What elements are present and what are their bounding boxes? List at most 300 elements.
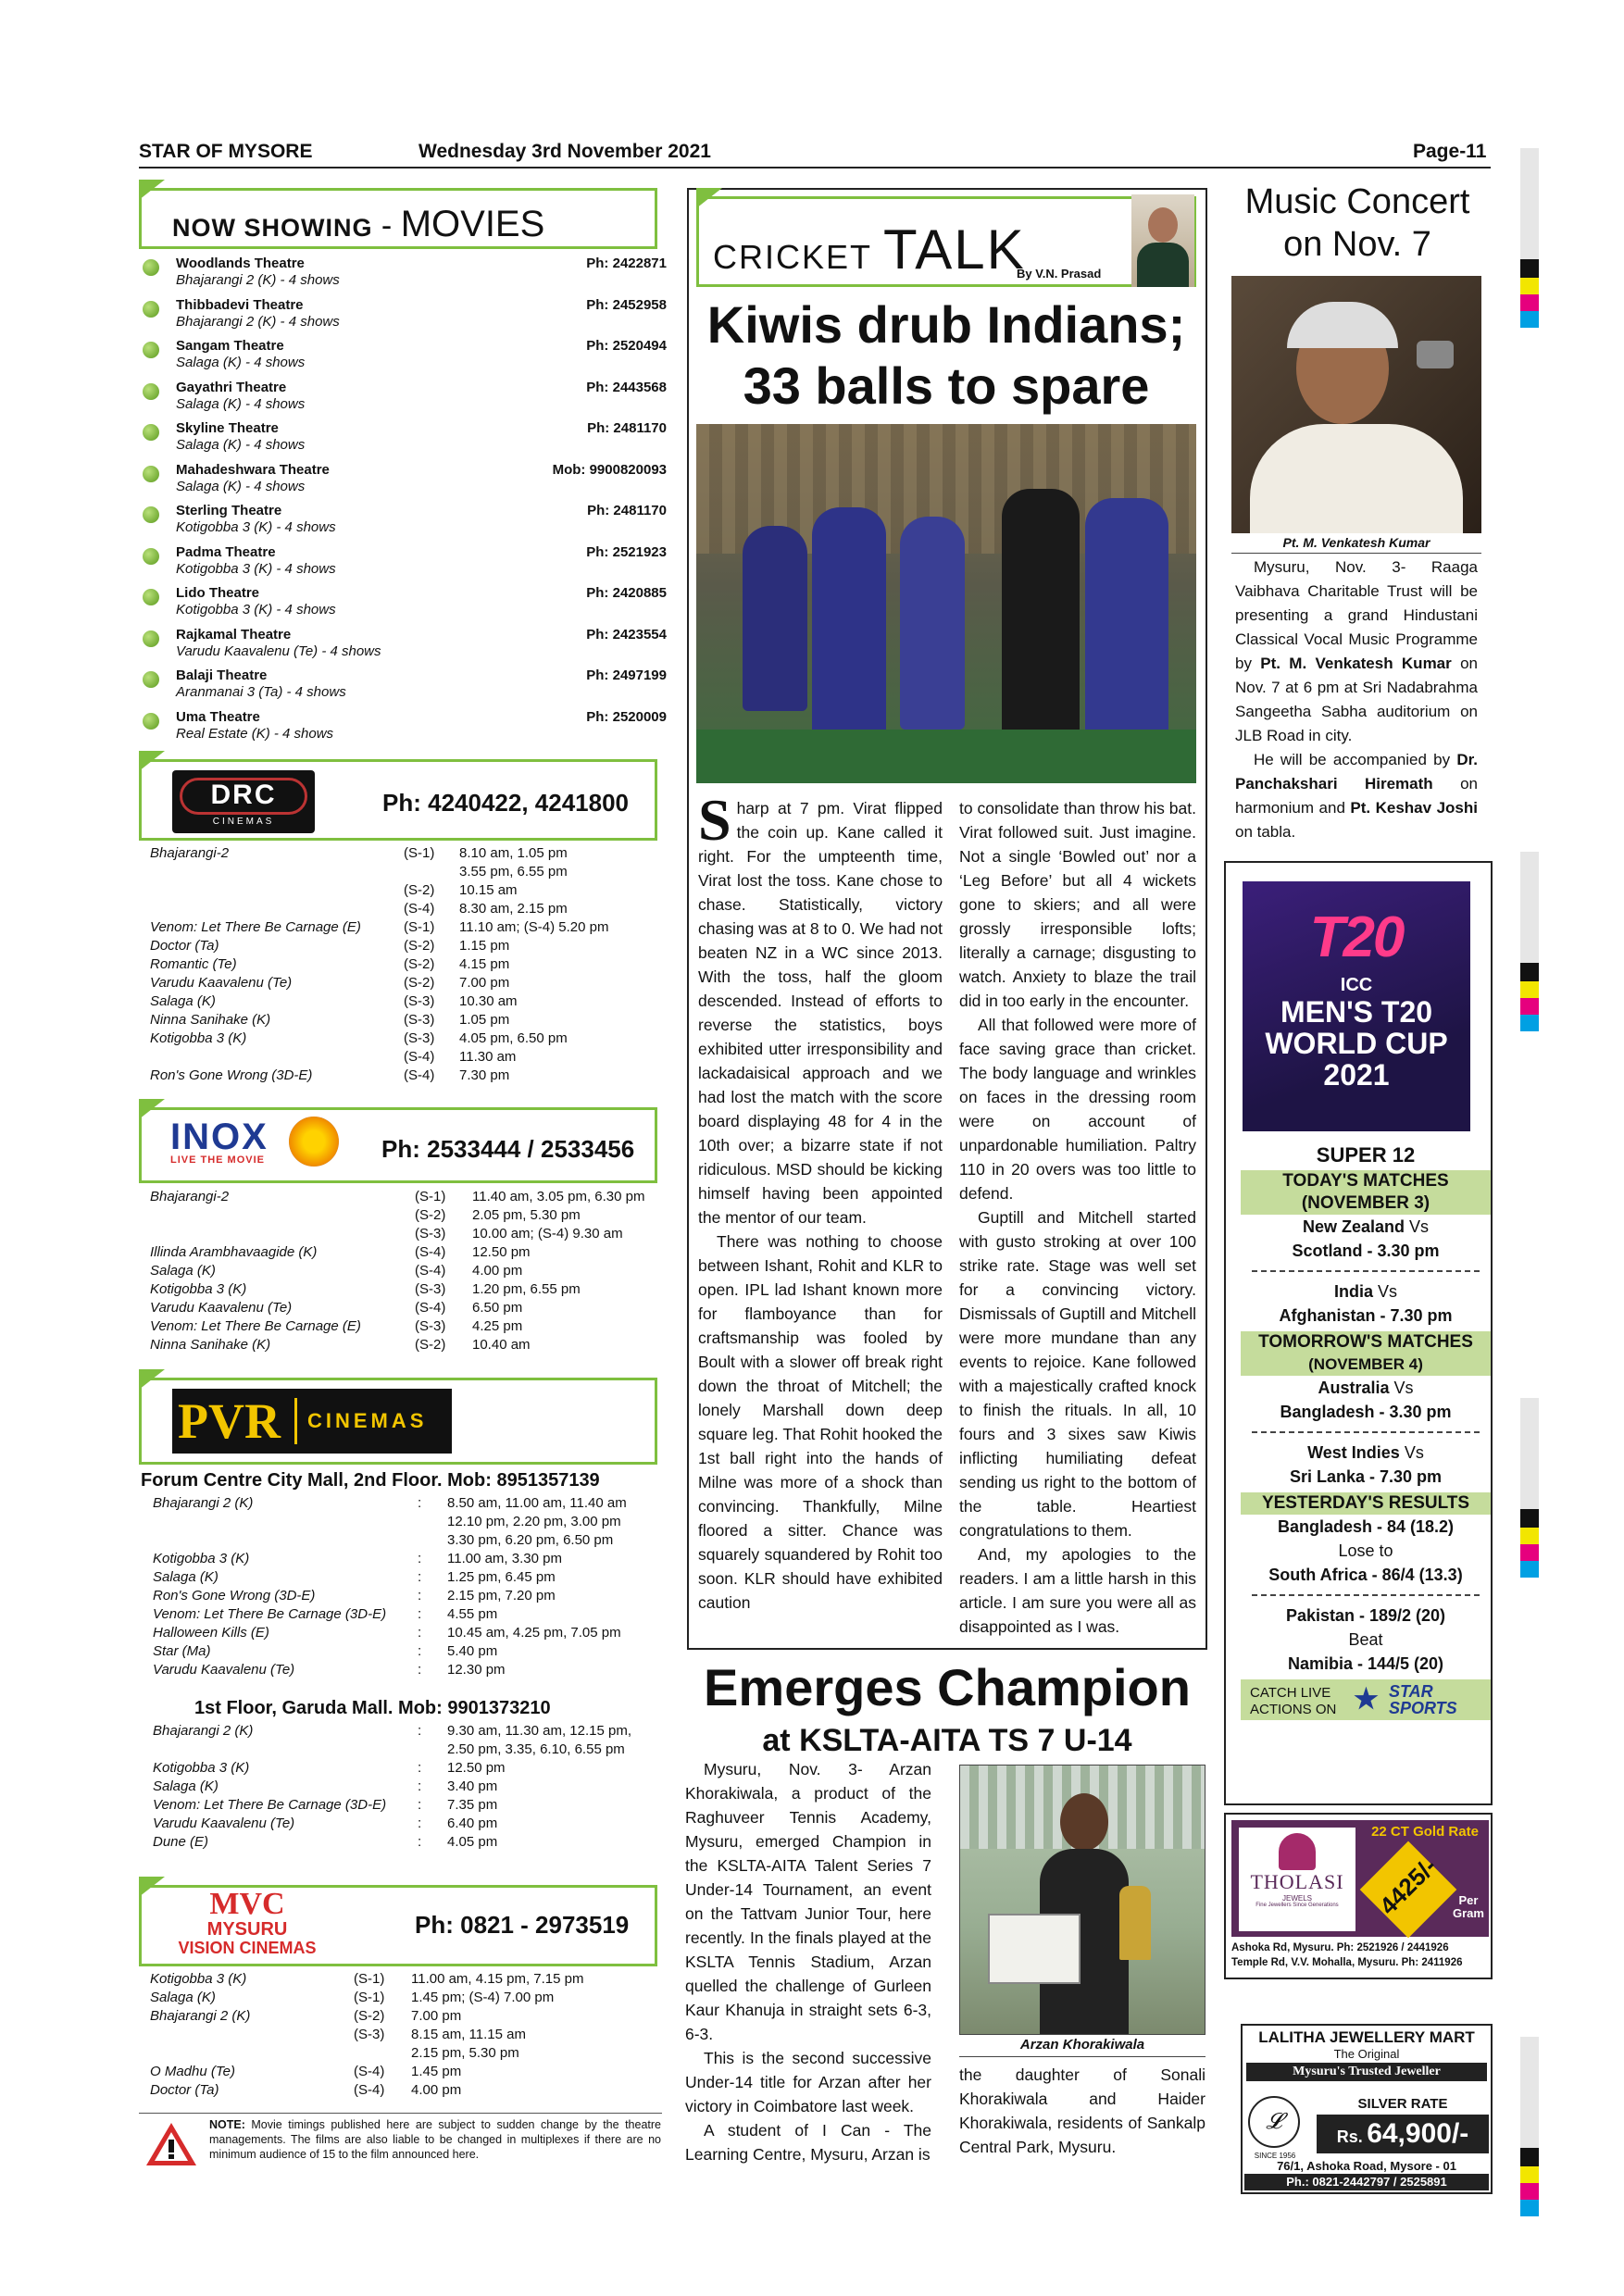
paper-name: STAR OF MYSORE <box>139 141 313 162</box>
schedule-row <box>153 1815 657 1833</box>
lalitha-emblem-icon: 𝓛 <box>1248 2096 1300 2148</box>
schedule-row <box>153 1778 657 1796</box>
film-title: Kotigobba 3 (K) <box>150 1971 247 1987</box>
schedule-row <box>150 1188 657 1206</box>
section-flag <box>139 180 165 200</box>
show-times: 9.30 am, 11.30 am, 12.15 pm, <box>447 1723 632 1739</box>
film-title: Ron's Gone Wrong (3D-E) <box>153 1588 316 1603</box>
film-title: Halloween Kills (E) <box>153 1625 269 1641</box>
theatre-row <box>139 420 667 457</box>
bullet-icon <box>143 713 159 730</box>
schedule-row <box>150 863 657 881</box>
schedule-row <box>150 1299 657 1317</box>
schedule-row <box>153 1531 657 1550</box>
divider <box>1252 1431 1480 1433</box>
drop-cap: S <box>698 787 731 853</box>
screen-label: : <box>418 1816 422 1831</box>
theatre-phone: Ph: 2481170 <box>587 503 667 518</box>
t20-logo: T20 ICC MEN'S T20 WORLD CUP 2021 <box>1243 881 1470 1131</box>
team-b: Bangladesh - 3.30 pm <box>1280 1403 1452 1421</box>
theatre-name: Sangam Theatre <box>176 338 284 354</box>
mvc-logo: MVC MYSURU VISION CINEMAS <box>178 1887 317 1957</box>
result-team-a: Bangladesh - 84 (18.2) <box>1277 1517 1455 1536</box>
match-item <box>1241 1441 1491 1489</box>
schedule-row <box>153 1722 657 1741</box>
theatre-show: Real Estate (K) - 4 shows <box>176 725 334 742</box>
film-title: Varudu Kaavalenu (Te) <box>150 975 293 991</box>
pvr-forum-heading: Forum Centre City Mall, 2nd Floor. Mob: 8951357139 <box>141 1470 600 1491</box>
tennis-caption: Arzan Khorakiwala <box>959 2037 1206 2057</box>
film-title: Dune (E) <box>153 1834 209 1850</box>
team-b: Sri Lanka - 7.30 pm <box>1289 1467 1443 1486</box>
team-b: Scotland - 3.30 pm <box>1292 1242 1440 1260</box>
note-box <box>139 2113 662 2168</box>
theatre-phone: Ph: 2443568 <box>586 379 667 395</box>
result-verb: Lose to <box>1338 1541 1393 1560</box>
cricket-byline: By V.N. Prasad <box>1017 267 1102 281</box>
tholasi-ad: THOLASI JEWELS Fine Jewellers Since Generations 22 CT Gold Rate 4425/- Per Gram Ashoka Rd, Mysuru. Ph: 2521926 / 2441926 Temple Rd, V.V. Mohalla, Mysuru. Ph: 2411926 <box>1224 1813 1493 1979</box>
screen-label: (S-4) <box>415 1263 446 1279</box>
concert-headline: Music Concert on Nov. 7 <box>1244 182 1470 264</box>
show-times: 10.15 am <box>459 882 518 898</box>
screen-label: : <box>418 1495 422 1511</box>
theatre-phone: Ph: 2422871 <box>586 256 667 271</box>
film-title: Kotigobba 3 (K) <box>153 1760 250 1776</box>
bullet-icon <box>143 383 159 400</box>
schedule-row <box>150 881 657 900</box>
film-title: O Madhu (Te) <box>150 2064 235 2079</box>
screen-label: (S-3) <box>404 1030 435 1046</box>
theatre-show: Bhajarangi 2 (K) - 4 shows <box>176 313 340 330</box>
film-title: Illinda Arambhavaagide (K) <box>150 1244 318 1260</box>
cricket-photo <box>696 424 1196 783</box>
screen-label: (S-1) <box>354 1990 385 2005</box>
show-times: 10.00 am; (S-4) 9.30 am <box>472 1226 623 1242</box>
screen-label: (S-4) <box>415 1300 446 1316</box>
section-flag <box>696 188 722 208</box>
screen-label: : <box>418 1834 422 1850</box>
theatre-phone: Ph: 2420885 <box>586 585 667 601</box>
screen-label: : <box>418 1588 422 1603</box>
schedule-row <box>153 1833 657 1852</box>
screen-label: (S-4) <box>404 1067 435 1083</box>
film-title: Kotigobba 3 (K) <box>150 1030 247 1046</box>
film-title: Varudu Kaavalenu (Te) <box>153 1662 295 1678</box>
schedule-row <box>150 2044 657 2063</box>
screen-label: : <box>418 1569 422 1585</box>
bullet-icon <box>143 589 159 605</box>
film-title: Salaga (K) <box>150 993 216 1009</box>
theatre-name: Sterling Theatre <box>176 503 282 518</box>
film-title: Ninna Sanihake (K) <box>150 1337 271 1353</box>
theatre-name: Padma Theatre <box>176 543 276 560</box>
theatre-show: Salaga (K) - 4 shows <box>176 355 306 370</box>
theatre-row <box>139 256 667 293</box>
theatre-show: Aranmanai 3 (Ta) - 4 shows <box>176 684 346 700</box>
result-item <box>1241 1515 1491 1587</box>
theatre-show: Salaga (K) - 4 shows <box>176 478 306 494</box>
film-title: Bhajarangi 2 (K) <box>150 2008 251 2024</box>
star-icon: ★ <box>1354 1684 1379 1715</box>
schedule-row <box>150 2026 657 2044</box>
film-title: Bhajarangi-2 <box>150 845 230 861</box>
show-times: 1.15 pm <box>459 938 510 954</box>
screen-label: (S-2) <box>404 882 435 898</box>
theatre-row <box>139 297 667 334</box>
film-title: Venom: Let There Be Carnage (3D-E) <box>153 1797 387 1813</box>
film-title: Salaga (K) <box>150 1990 216 2005</box>
match-item <box>1241 1279 1491 1328</box>
film-title: Doctor (Ta) <box>150 938 219 954</box>
inox-sun-icon <box>289 1117 339 1167</box>
show-times: 1.45 pm; (S-4) 7.00 pm <box>411 1990 555 2005</box>
section-flag <box>139 1099 165 1119</box>
section-flag <box>139 751 165 771</box>
theatre-show: Varudu Kaavalenu (Te) - 4 shows <box>176 643 381 659</box>
screen-label: : <box>418 1760 422 1776</box>
film-title: Venom: Let There Be Carnage (E) <box>150 1318 361 1334</box>
screen-label: (S-1) <box>354 1971 385 1987</box>
warning-icon <box>144 2121 198 2167</box>
show-times: 4.05 pm <box>447 1834 498 1850</box>
schedule-row <box>153 1587 657 1605</box>
theatre-row <box>139 338 667 375</box>
tholasi-address: Ashoka Rd, Mysuru. Ph: 2521926 / 2441926 Temple Rd, V.V. Mohalla, Mysuru. Ph: 2411926 <box>1231 1942 1463 1968</box>
star-sports-strip: CATCH LIVE ACTIONS ON ★ STAR SPORTS <box>1241 1679 1491 1720</box>
pvr-forum-schedule <box>153 1494 657 1679</box>
show-times: 7.00 pm <box>411 2008 462 2024</box>
theatre-row <box>139 709 667 746</box>
tholasi-logo: THOLASI JEWELS Fine Jewellers Since Generations <box>1239 1828 1355 1931</box>
result-item <box>1241 1603 1491 1676</box>
theatre-name: Rajkamal Theatre <box>176 626 292 643</box>
bullet-icon <box>143 342 159 358</box>
divider <box>1252 1270 1480 1272</box>
tennis-col-1: Mysuru, Nov. 3- Arzan Khorakiwala, a product of the Raghuveer Tennis Academy, Mysuru, emerged Champion in the KSLTA-AITA Talent Series 7 Under-14 Tournament, an event on the Tattvam Junior Tour, here recently. In the finals played at the KSLTA Tennis Stadium, Arzan quelled the challenge of Gurleen Kaur Khanuja in straight sets 6-3, 6-3. This is the second successive Under-14 title for Arzan after her victory in Coimbatore last week. A student of I Can - The Learning Centre, Mysuru, Arzan is <box>685 1760 931 2164</box>
show-times: 11.30 am <box>459 1049 517 1065</box>
film-title: Bhajarangi 2 (K) <box>153 1495 254 1511</box>
schedule-row <box>153 1741 657 1759</box>
film-title: Kotigobba 3 (K) <box>153 1551 250 1566</box>
cricket-kicker: CRICKET TALK <box>713 218 1026 281</box>
schedule-row <box>150 844 657 863</box>
show-times: 3.30 pm, 6.20 pm, 6.50 pm <box>447 1532 614 1548</box>
result-team-b: Namibia - 144/5 (20) <box>1287 1654 1444 1673</box>
theatre-show: Kotigobba 3 (K) - 4 shows <box>176 602 336 618</box>
page-number: Page-11 <box>1413 141 1487 162</box>
show-times: 10.40 am <box>472 1337 531 1353</box>
section-flag <box>139 1369 165 1390</box>
bullet-icon <box>143 424 159 441</box>
screen-label: (S-2) <box>354 2008 385 2024</box>
show-times: 8.30 am, 2.15 pm <box>459 901 568 917</box>
film-title: Varudu Kaavalenu (Te) <box>150 1300 293 1316</box>
screen-label: (S-1) <box>415 1189 446 1204</box>
schedule-row <box>150 937 657 955</box>
schedule-row <box>150 2063 657 2081</box>
theatre-name: Thibbadevi Theatre <box>176 296 304 313</box>
schedule-row <box>153 1624 657 1642</box>
silver-rate-badge: Rs. 64,900/- <box>1317 2115 1489 2153</box>
screen-label: : <box>418 1662 422 1678</box>
concert-body: Mysuru, Nov. 3- Raaga Vaibhava Charitable Trust will be presenting a grand Hindustani Classical Vocal Music Programme by Pt. M. Venkatesh Kumar on Nov. 7 at 6 pm at Sri Nadabrahma Sangeetha Sabha auditorium on JLB Road in city. He will be accompanied by Dr. Panchakshari Hiremath on harmonium and Pt. Keshav Joshi on tabla. <box>1235 558 1478 841</box>
show-times: 1.25 pm, 6.45 pm <box>447 1569 556 1585</box>
show-times: 8.10 am, 1.05 pm <box>459 845 568 861</box>
screen-label: : <box>418 1551 422 1566</box>
screen-label: : <box>418 1778 422 1794</box>
inox-schedule <box>150 1188 657 1354</box>
show-times: 12.30 pm <box>447 1662 506 1678</box>
team-a: West Indies Vs <box>1307 1443 1424 1462</box>
schedule-row <box>150 1336 657 1354</box>
issue-date: Wednesday 3rd November 2021 <box>418 141 711 162</box>
bullet-icon <box>143 630 159 647</box>
film-title: Kotigobba 3 (K) <box>150 1281 247 1297</box>
schedule-row <box>150 2007 657 2026</box>
screen-label: : <box>418 1625 422 1641</box>
show-times: 1.20 pm, 6.55 pm <box>472 1281 581 1297</box>
schedule-row <box>150 900 657 918</box>
theatre-row <box>139 627 667 664</box>
schedule-row <box>153 1759 657 1778</box>
theatre-phone: Ph: 2520009 <box>586 708 667 725</box>
mvc-phone: Ph: 0821 - 2973519 <box>415 1911 630 1939</box>
tennis-photo <box>959 1765 1206 2035</box>
schedule-row <box>150 1989 657 2007</box>
theatre-phone: Ph: 2423554 <box>586 626 667 643</box>
show-times: 5.40 pm <box>447 1643 498 1659</box>
show-times: 12.50 pm <box>472 1244 531 1260</box>
inox-phone: Ph: 2533444 / 2533456 <box>381 1135 635 1163</box>
pvr-garuda-schedule <box>153 1722 657 1852</box>
schedule-row <box>153 1661 657 1679</box>
schedule-row <box>150 1262 657 1280</box>
theatre-name: Woodlands Theatre <box>176 256 305 271</box>
screen-label: (S-1) <box>404 919 435 935</box>
schedule-row <box>153 1642 657 1661</box>
screen-label: (S-3) <box>354 2027 385 2042</box>
schedule-row <box>150 1011 657 1029</box>
now-showing-title: NOW SHOWING - MOVIES <box>172 204 545 244</box>
screen-label: : <box>418 1643 422 1659</box>
film-title: Varudu Kaavalenu (Te) <box>153 1816 295 1831</box>
match-item <box>1241 1215 1491 1263</box>
theatre-row <box>139 668 667 705</box>
result-team-b: South Africa - 86/4 (13.3) <box>1268 1566 1463 1584</box>
show-times: 4.00 pm <box>472 1263 523 1279</box>
cricket-col-1: Sharp at 7 pm. Virat flipped the coin up. Kane called it right. For the umpteenth time, Virat lost the toss. Kane chose to chase. Statistically, victory chasing was at 8 to 0. We had not beaten NZ in a WC since 2013. With the toss, half the gloom descended. Instead of efforts to reverse the statistics, boys exhibited utter irresponsibility and lackadaisical approach and we had lost the match with the score board displaying 48 for 4 in the 10th over; a bizarre state if not ridiculous. MSD should be kicking himself having been appointed the mentor of our team. There was nothing to choose between Ishant, Rohit and KLR to open. IPL lad Ishant known more for flamboyance than for craftsmanship was fooled by Boult with a slower off break right down the throat of Mitchell; the lonely Marshall down deep square leg. That Rohit hooked the 1st ball right into the hands of Milne was more of a shock than convincing. Thankfully, Milne floored a sitter. Chance was squarely squandered by Rohit too soon. KLR should have exhibited caution <box>698 787 943 1612</box>
screen-label: (S-4) <box>354 2082 385 2098</box>
theatre-name: Balaji Theatre <box>176 668 268 683</box>
screen-label: (S-3) <box>404 993 435 1009</box>
schedule-row <box>150 1048 657 1067</box>
concert-photo <box>1231 276 1481 533</box>
show-times: 11.40 am, 3.05 pm, 6.30 pm <box>472 1189 645 1204</box>
match-item <box>1241 1376 1491 1424</box>
screen-label: (S-2) <box>415 1337 446 1353</box>
section-flag <box>139 1877 165 1897</box>
schedule-row <box>150 1067 657 1085</box>
show-times: 11.10 am; (S-4) 5.20 pm <box>459 919 609 935</box>
show-times: 6.40 pm <box>447 1816 498 1831</box>
show-times: 3.40 pm <box>447 1778 498 1794</box>
show-times: 2.05 pm, 5.30 pm <box>472 1207 581 1223</box>
schedule-row <box>153 1605 657 1624</box>
schedule-row <box>150 1280 657 1299</box>
theatre-phone: Ph: 2520494 <box>586 338 667 354</box>
film-title: Salaga (K) <box>150 1263 216 1279</box>
screen-label: (S-1) <box>404 845 435 861</box>
concert-caption: Pt. M. Venkatesh Kumar <box>1231 535 1481 554</box>
pvr-logo: PVR CINEMAS <box>172 1389 452 1454</box>
show-times: 12.50 pm <box>447 1760 506 1776</box>
bullet-icon <box>143 466 159 482</box>
schedule-row <box>150 1206 657 1225</box>
theatre-show: Kotigobba 3 (K) - 4 shows <box>176 519 336 535</box>
theatre-row <box>139 462 667 499</box>
schedule-row <box>150 1243 657 1262</box>
tennis-headline: Emerges Champion at KSLTA-AITA TS 7 U-14 <box>704 1658 1191 1758</box>
schedule-row <box>153 1550 657 1568</box>
theatre-name: Gayathri Theatre <box>176 379 287 395</box>
show-times: 7.30 pm <box>459 1067 510 1083</box>
schedule-row <box>150 2081 657 2100</box>
columnist-photo <box>1131 194 1194 287</box>
film-title: Doctor (Ta) <box>150 2082 219 2098</box>
result-team-a: Pakistan - 189/2 (20) <box>1285 1606 1446 1625</box>
show-times: 7.00 pm <box>459 975 510 991</box>
schedule-row <box>150 1225 657 1243</box>
film-title: Bhajarangi 2 (K) <box>153 1723 254 1739</box>
film-title: Salaga (K) <box>153 1778 219 1794</box>
film-title: Venom: Let There Be Carnage (3D-E) <box>153 1606 387 1622</box>
screen-label: (S-3) <box>415 1318 446 1334</box>
drc-logo: DRC CINEMAS <box>172 770 315 833</box>
theatre-row <box>139 585 667 622</box>
screen-label: (S-2) <box>415 1207 446 1223</box>
theatre-row <box>139 544 667 581</box>
screen-label: (S-4) <box>354 2064 385 2079</box>
schedule-row <box>150 918 657 937</box>
header-rule <box>139 167 1491 168</box>
theatre-phone: Ph: 2497199 <box>586 668 667 683</box>
note-text: NOTE: Movie timings published here are subject to sudden change by the theatre managements. The films are also liable to be changed in multiplexes if there are no minimum audience of 15 to the film announced here. <box>209 2118 661 2161</box>
pvr-garuda-heading: 1st Floor, Garuda Mall. Mob: 9901373210 <box>194 1698 551 1718</box>
theatre-phone: Ph: 2481170 <box>587 420 667 436</box>
screen-label: (S-4) <box>404 901 435 917</box>
film-title: Bhajarangi-2 <box>150 1189 230 1204</box>
film-title: Star (Ma) <box>153 1643 211 1659</box>
team-a: Australia Vs <box>1318 1379 1414 1397</box>
schedule-row <box>150 1970 657 1989</box>
show-times: 2.15 pm, 5.30 pm <box>411 2045 519 2061</box>
bullet-icon <box>143 301 159 318</box>
schedule-row <box>153 1568 657 1587</box>
theatre-phone: Mob: 9900820093 <box>552 461 667 478</box>
tennis-col-2: the daughter of Sonali Khorakiwala and Haider Khorakiwala, residents of Sankalp Central Park, Mysuru. <box>959 2065 1206 2156</box>
show-times: 1.45 pm <box>411 2064 462 2079</box>
show-times: 4.05 pm, 6.50 pm <box>459 1030 568 1046</box>
schedule-row <box>153 1513 657 1531</box>
film-title: Ron's Gone Wrong (3D-E) <box>150 1067 313 1083</box>
divider <box>1252 1594 1480 1596</box>
film-title: Ninna Sanihake (K) <box>150 1012 271 1028</box>
theatre-name: Mahadeshwara Theatre <box>176 461 330 478</box>
theatre-phone: Ph: 2452958 <box>586 296 667 313</box>
bullet-icon <box>143 259 159 276</box>
bullet-icon <box>143 506 159 523</box>
screen-label: (S-2) <box>404 938 435 954</box>
show-times: 8.15 am, 11.15 am <box>411 2027 526 2042</box>
worldcup-panel: SUPER 12 TODAY'S MATCHES (NOVEMBER 3) New Zealand Vs Scotland - 3.30 pm India Vs Afghanistan - 7.30 pm TOMORROW'S MATCHES (NOVEMBER 4) Australia Vs Bangladesh - 3.30 pm West Indies Vs Sri Lanka - 7.30 pm YESTERDAY'S RESULTS Bangladesh - 84 (18.2) Lose to South Africa - 86/4 (13.3) Pakistan - 189/2 (20) Beat Namibia - 144/5 (20) CATCH LIVE ACTIONS ON ★ STAR SPORTS <box>1241 1142 1491 1720</box>
screen-label: (S-3) <box>404 1012 435 1028</box>
show-times: 12.10 pm, 2.20 pm, 3.00 pm <box>447 1514 621 1529</box>
film-title: Salaga (K) <box>153 1569 219 1585</box>
team-b: Afghanistan - 7.30 pm <box>1279 1306 1453 1325</box>
schedule-row <box>150 1029 657 1048</box>
show-times: 11.00 am, 3.30 pm <box>447 1551 562 1566</box>
show-times: 4.55 pm <box>447 1606 498 1622</box>
team-a: New Zealand Vs <box>1302 1217 1430 1236</box>
bullet-icon <box>143 548 159 565</box>
schedule-row <box>153 1796 657 1815</box>
screen-label: (S-2) <box>404 956 435 972</box>
team-a: India Vs <box>1333 1282 1398 1301</box>
drc-phone: Ph: 4240422, 4241800 <box>382 789 629 817</box>
screen-label: : <box>418 1797 422 1813</box>
theatre-row <box>139 503 667 540</box>
cricket-col-2: to consolidate than throw his bat. Virat followed suit. Just imagine. Not a single ‘Bowled out’ nor a ‘Leg Before’ but all 4 wickets gone to skiers; and all were grossly irresponsible lofts; literally a carnage; disgusting to watch. Anxiety to blaze the trail did in too early in the encounter. All that followed were more of face saving grace than cricket. The body language and wrinkles on faces in the dressing room were on account of unpardonable humiliation. Paltry 110 in 20 overs was too little to defend. Guptill and Mitchell started with gusto stroking at over 100 strike rate. Stage was well set for a convincing victory. Dismissals of Guptill and Mitchell were more mundane than any events to rejoice. Kane followed with a majestically crafted knock to finish the rituals. In all, 10 fours and 3 sixes saw Kiwis inflicting humiliating defeat sending us right to the bottom of the table. Heartiest congratulations to them. And, my apologies to the readers. I am a little harsh in this article. I am sure you were all as disappointed as I was. <box>959 799 1196 1636</box>
schedule-row <box>153 1494 657 1513</box>
show-times: 11.00 am, 4.15 pm, 7.15 pm <box>411 1971 584 1987</box>
theatre-show: Bhajarangi 2 (K) - 4 shows <box>176 272 340 288</box>
inox-logo: INOX LIVE THE MOVIE <box>170 1117 269 1166</box>
bullet-icon <box>143 671 159 688</box>
screen-label: (S-3) <box>415 1281 446 1297</box>
screen-label: (S-4) <box>404 1049 435 1065</box>
show-times: 8.50 am, 11.00 am, 11.40 am <box>447 1495 627 1511</box>
screen-label: : <box>418 1606 422 1622</box>
lalitha-ad: LALITHA JEWELLERY MART The Original Mysuru's Trusted Jeweller 𝓛 SINCE 1956 SILVER RATE Rs. 64,900/- 76/1, Ashoka Road, Mysore - 01 Ph.: 0821-2442797 / 2525891 <box>1241 2024 1493 2194</box>
theatre-show: Kotigobba 3 (K) - 4 shows <box>176 560 336 577</box>
schedule-row <box>150 1317 657 1336</box>
show-times: 7.35 pm <box>447 1797 498 1813</box>
theatre-name: Lido Theatre <box>176 585 260 601</box>
schedule-row <box>150 955 657 974</box>
show-times: 10.45 am, 4.25 pm, 7.05 pm <box>447 1625 621 1641</box>
theatre-show: Salaga (K) - 4 shows <box>176 395 306 412</box>
schedule-row <box>150 974 657 992</box>
film-title: Romantic (Te) <box>150 956 237 972</box>
screen-label: (S-2) <box>404 975 435 991</box>
screen-label: (S-3) <box>415 1226 446 1242</box>
show-times: 2.50 pm, 3.35, 6.10, 6.55 pm <box>447 1741 625 1757</box>
result-verb: Beat <box>1348 1630 1383 1649</box>
schedule-row <box>150 992 657 1011</box>
theatre-phone: Ph: 2521923 <box>586 543 667 560</box>
theatre-row <box>139 380 667 417</box>
screen-label: (S-4) <box>415 1244 446 1260</box>
screen-label: : <box>418 1723 422 1739</box>
theatre-name: Uma Theatre <box>176 708 260 725</box>
theatre-name: Skyline Theatre <box>176 420 279 436</box>
theatre-show: Salaga (K) - 4 shows <box>176 437 306 453</box>
film-title: Venom: Let There Be Carnage (E) <box>150 919 361 935</box>
show-times: 1.05 pm <box>459 1012 510 1028</box>
show-times: 6.50 pm <box>472 1300 523 1316</box>
cricket-headline: Kiwis drub Indians; 33 balls to spare <box>706 295 1186 415</box>
mvc-schedule <box>150 1970 657 2100</box>
